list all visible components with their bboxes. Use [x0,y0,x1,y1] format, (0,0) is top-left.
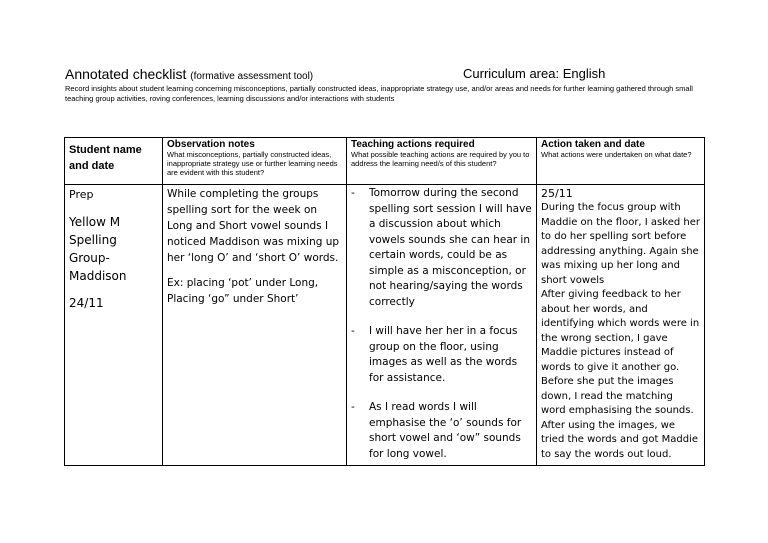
observation-para-1: While completing the groups spelling sort for the week on Long and Short vowel sounds I noticed Maddison was mixing up her ‘long O’ and ‘short O’ words. [167,188,340,264]
action-taken-para-2: After giving feedback to her about her words, and identifying which words were in the wrong section, I gave Maddie pictures instead of words to give it another go. Before she put the images down, I read the matching word emphasising the sounds. [541,289,700,416]
action-text: I will have her her in a focus group on the floor, using images as well as the words for assistance. [369,325,518,384]
student-group-2: Spelling [69,233,117,247]
list-item [351,186,532,310]
observation-cell [163,185,347,466]
header-teaching-desc: What possible teaching actions are required by you to address the learning need/s of this student? [351,150,530,168]
student-year: Prep [69,188,94,201]
header-observation-desc: What misconceptions, partially constructed ideas, inappropriate strategy use or further learning needs are evident with this student? [167,150,338,177]
student-cell [65,185,163,466]
bullet-dash: - [351,401,355,413]
bullet-dash: - [351,187,355,199]
title-line [65,66,705,84]
list-item [351,400,532,462]
header-action-desc: What actions were undertaken on what date? [541,150,692,159]
action-text: As I read words I will emphasise the ‘o’ sounds for short vowel and ‘ow” sounds for long vowel. [369,401,522,460]
bullet-dash: - [351,325,355,337]
action-taken-para-3: After using the images, we tried the words and got Maddie to say the words out loud. [541,419,698,460]
checklist-table [64,137,705,466]
document-title [65,66,313,82]
student-name: Maddison [69,269,127,283]
student-group-1: Yellow M [69,215,121,229]
header-student-title: Student name and date [69,144,142,172]
title-text: Annotated checklist [65,66,187,82]
action-taken-cell [537,185,705,466]
header-observation [163,138,347,185]
header-teaching-title: Teaching actions required [351,139,475,150]
header-teaching [347,138,537,185]
observation-para-2: Ex: placing ‘pot’ under Long, Placing ‘go” under Short’ [167,277,319,305]
teaching-actions-list [351,186,532,462]
table-row [65,185,705,466]
header-student [65,138,163,185]
student-group-3: Group- [69,251,110,265]
header-action-taken [537,138,705,185]
table-header-row [65,138,705,185]
curriculum-area: Curriculum area: English [463,66,606,81]
teaching-cell [347,185,537,466]
intro-text: Record insights about student learning concerning misconceptions, partially constructed ideas, inappropriate strategy use, and/or areas and needs for further learning gathered through small teaching group activities, roving conferences, learning discussions and/or interactions with students [65,84,693,103]
list-item [351,324,532,386]
action-date: 25/11 [541,187,573,200]
header-observation-title: Observation notes [167,139,255,150]
student-date: 24/11 [69,296,104,310]
action-text: Tomorrow during the second spelling sort session I will have a discussion about which vowels sounds she can hear in certain words, could be as simple as a misconception, or not hearing/saying the words correctly [369,187,532,308]
action-taken-para-1: During the focus group with Maddie on the floor, I asked her to do her spelling sort before addressing anything. Again she was mixing up her long and short vowels [541,202,700,286]
header-action-title: Action taken and date [541,139,645,150]
title-subtitle: (formative assessment tool) [190,71,314,82]
